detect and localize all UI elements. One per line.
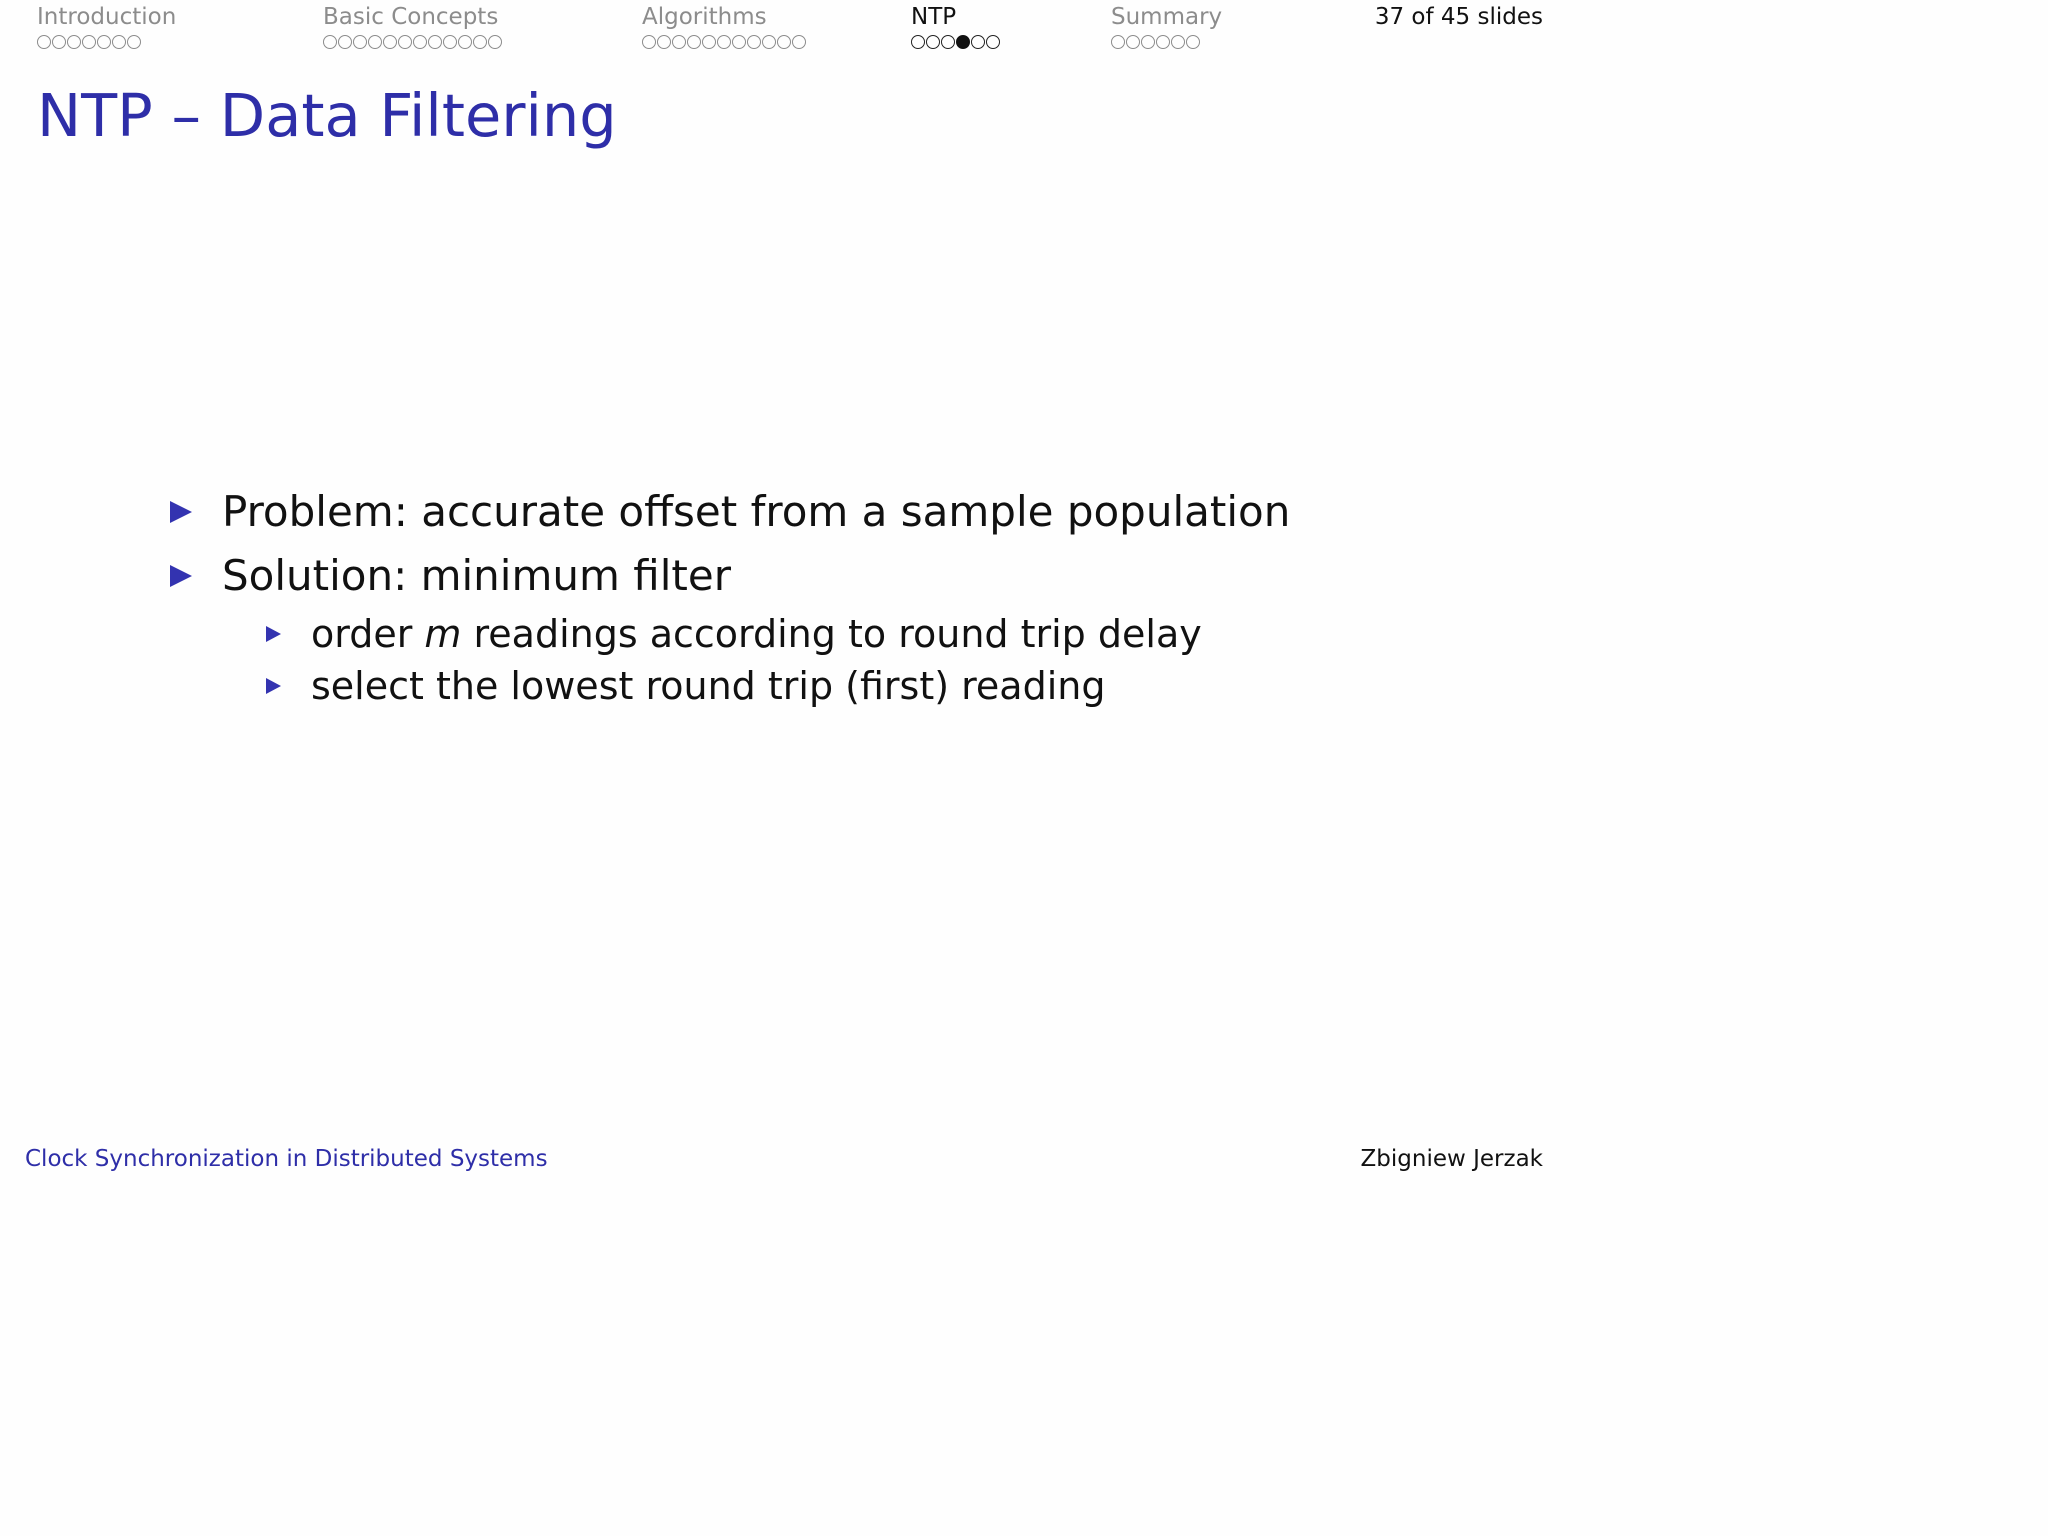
slide-dot[interactable] (971, 35, 985, 49)
slide-dot[interactable] (383, 35, 397, 49)
slide-title: NTP – Data Filtering (37, 81, 617, 150)
slide-dot[interactable] (672, 35, 686, 49)
slide-dot[interactable] (473, 35, 487, 49)
nav-dots-ntp[interactable] (911, 35, 1000, 49)
slide-dot[interactable] (67, 35, 81, 49)
slide-dot[interactable] (792, 35, 806, 49)
nav-section-summary[interactable] (1111, 2, 1222, 49)
slide-dot[interactable] (986, 35, 1000, 49)
slide-dot[interactable] (353, 35, 367, 49)
sub-bullet-order-after: readings according to round trip delay (461, 612, 1202, 656)
nav-section-algorithms[interactable] (642, 2, 806, 49)
slide-dot[interactable] (458, 35, 472, 49)
bullet-problem-text: Problem: accurate offset from a sample population (222, 487, 1291, 536)
slide-dot[interactable] (97, 35, 111, 49)
sub-bullet-order-before: order (311, 612, 425, 656)
slide-dot[interactable] (926, 35, 940, 49)
slide-dot[interactable] (413, 35, 427, 49)
bullet-list (166, 480, 1290, 712)
variable-m: m (424, 612, 462, 656)
slide-dot[interactable] (747, 35, 761, 49)
current-slide-dot[interactable] (956, 35, 970, 49)
triangle-bullet-icon (170, 565, 192, 587)
slide-dot[interactable] (112, 35, 126, 49)
slide-dot[interactable] (488, 35, 502, 49)
sub-bullet-order (266, 608, 1290, 660)
slide-dot[interactable] (717, 35, 731, 49)
slide-dot[interactable] (82, 35, 96, 49)
slide-dot[interactable] (52, 35, 66, 49)
slide-dot[interactable] (687, 35, 701, 49)
sub-bullet-select (266, 660, 1290, 712)
slide-dot[interactable] (657, 35, 671, 49)
slide-dot[interactable] (911, 35, 925, 49)
nav-label-algorithms: Algorithms (642, 4, 767, 30)
footer-talk-title: Clock Synchronization in Distributed Systems (25, 1146, 548, 1172)
slide-dot[interactable] (732, 35, 746, 49)
slide-counter: 37 of 45 slides (1374, 4, 1543, 30)
slide-dot[interactable] (1156, 35, 1170, 49)
slide-dot[interactable] (37, 35, 51, 49)
nav-label-summary: Summary (1111, 4, 1223, 30)
slide-dot[interactable] (428, 35, 442, 49)
slide-dot[interactable] (338, 35, 352, 49)
footer-author: Zbigniew Jerzak (1360, 1146, 1543, 1172)
slide-dot[interactable] (127, 35, 141, 49)
slide-dot[interactable] (702, 35, 716, 49)
nav-section-introduction[interactable] (37, 2, 176, 49)
sub-bullet-select-text: select the lowest round trip (first) reading (311, 664, 1106, 708)
nav-section-ntp[interactable] (911, 2, 1000, 49)
sub-bullet-order-text (311, 608, 1202, 660)
bullet-solution-text: Solution: minimum filter (222, 551, 731, 600)
slide-dot[interactable] (443, 35, 457, 49)
slide-dot[interactable] (368, 35, 382, 49)
nav-label-ntp: NTP (911, 4, 957, 30)
slide-dot[interactable] (1126, 35, 1140, 49)
nav-label-basic-concepts: Basic Concepts (323, 4, 499, 30)
slide-dot[interactable] (398, 35, 412, 49)
bullet-solution (166, 544, 1290, 608)
slide-dot[interactable] (762, 35, 776, 49)
slide-dot[interactable] (642, 35, 656, 49)
nav-dots-basic-concepts[interactable] (323, 35, 502, 49)
nav-dots-introduction[interactable] (37, 35, 141, 49)
bullet-problem (166, 480, 1290, 544)
slide-dot[interactable] (323, 35, 337, 49)
slide-dot[interactable] (1171, 35, 1185, 49)
slide-dot[interactable] (1111, 35, 1125, 49)
slide-dot[interactable] (941, 35, 955, 49)
slide-dot[interactable] (777, 35, 791, 49)
nav-label-introduction: Introduction (37, 4, 177, 30)
nav-section-basic-concepts[interactable] (323, 2, 502, 49)
small-triangle-bullet-icon (266, 626, 281, 642)
slide-dot[interactable] (1141, 35, 1155, 49)
triangle-bullet-icon (170, 501, 192, 523)
slide-dot[interactable] (1186, 35, 1200, 49)
small-triangle-bullet-icon (266, 678, 281, 694)
nav-dots-summary[interactable] (1111, 35, 1200, 49)
nav-dots-algorithms[interactable] (642, 35, 806, 49)
